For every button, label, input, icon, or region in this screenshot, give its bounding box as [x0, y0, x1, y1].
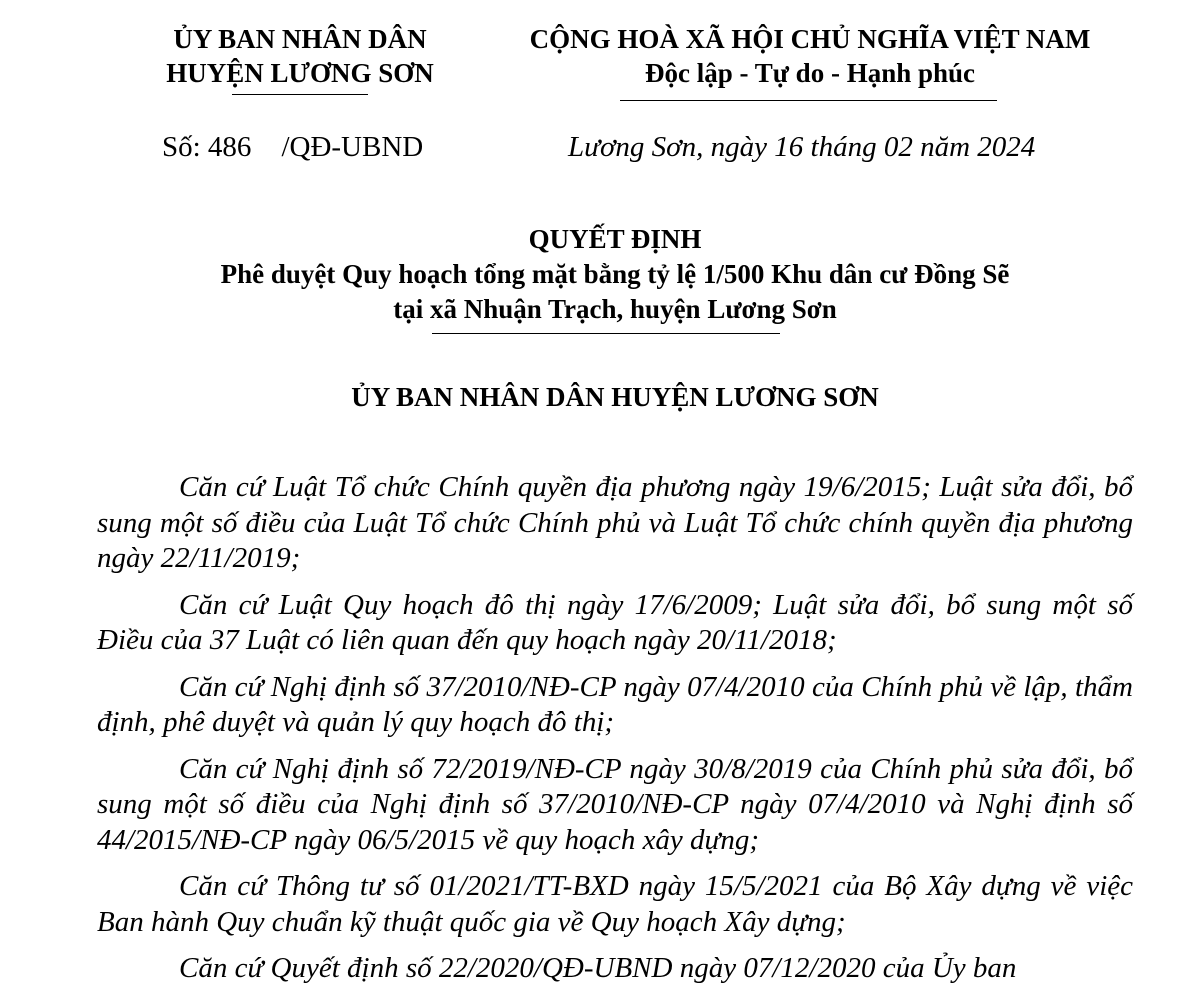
motto-line: Độc lập - Tự do - Hạnh phúc: [644, 58, 976, 88]
title-underline: [432, 333, 780, 334]
legal-basis-body: [97, 470, 1133, 998]
legal-basis-paragraph: Căn cứ Thông tư số 01/2021/TT-BXD ngày 15/5/2021 của Bộ Xây dựng về việc Ban hành Quy chuẩn kỹ thuật quốc gia về Quy hoạch Xây dựng;: [97, 870, 1133, 938]
decision-subject-line-1: Phê duyệt Quy hoạch tổng mặt bằng tỷ lệ 1/500 Khu dân cư Đồng Sẽ: [220, 259, 1010, 289]
nation-line-1: CỘNG HOÀ XÃ HỘI CHỦ NGHĨA VIỆT NAM: [529, 24, 1091, 54]
document-number-suffix: /QĐ-UBND: [281, 131, 424, 163]
decision-subject-line-2: tại xã Nhuận Trạch, huyện Lương Sơn: [393, 294, 837, 324]
nation-block: [480, 22, 1140, 90]
motto-underline: [620, 100, 997, 101]
legal-basis-paragraph: Căn cứ Luật Tổ chức Chính quyền địa phương ngày 19/6/2015; Luật sửa đổi, bổ sung một số điều của Luật Tổ chức Chính phủ và Luật Tổ chức chính quyền địa phương ngày 22/11/2019;: [97, 471, 1133, 574]
place-date: Lương Sơn, ngày 16 tháng 02 năm 2024: [568, 131, 1036, 163]
legal-basis-paragraph: Căn cứ Luật Quy hoạch đô thị ngày 17/6/2009; Luật sửa đổi, bổ sung một số Điều của 37 Luật có liên quan đến quy hoạch ngày 20/11/2018;: [97, 588, 1133, 656]
issuer-block: [120, 22, 480, 90]
issuer-line-2: HUYỆN LƯƠNG SƠN: [166, 58, 434, 88]
document-number-value: Số: 486: [162, 131, 252, 163]
document-number: [162, 129, 423, 165]
issuer-line-1: ỦY BAN NHÂN DÂN: [173, 24, 427, 54]
authority-heading: ỦY BAN NHÂN DÂN HUYỆN LƯƠNG SƠN: [351, 382, 879, 412]
legal-basis-paragraph: Căn cứ Quyết định số 22/2020/QĐ-UBND ngày 07/12/2020 của Ủy ban: [179, 952, 1017, 984]
legal-basis-paragraph: Căn cứ Nghị định số 37/2010/NĐ-CP ngày 07/4/2010 của Chính phủ về lập, thẩm định, phê duyệt và quản lý quy hoạch đô thị;: [97, 670, 1133, 738]
legal-basis-paragraph: Căn cứ Nghị định số 72/2019/NĐ-CP ngày 30/8/2019 của Chính phủ sửa đổi, bổ sung một số điều của Nghị định số 37/2010/NĐ-CP ngày 07/4/2010 và Nghị định số 44/2015/NĐ-CP ngày 06/5/2015 về quy hoạch xây dựng;: [97, 752, 1133, 856]
decision-title-block: [100, 222, 1130, 327]
decision-heading: QUYẾT ĐỊNH: [528, 224, 702, 254]
issuer-underline: [232, 94, 368, 95]
